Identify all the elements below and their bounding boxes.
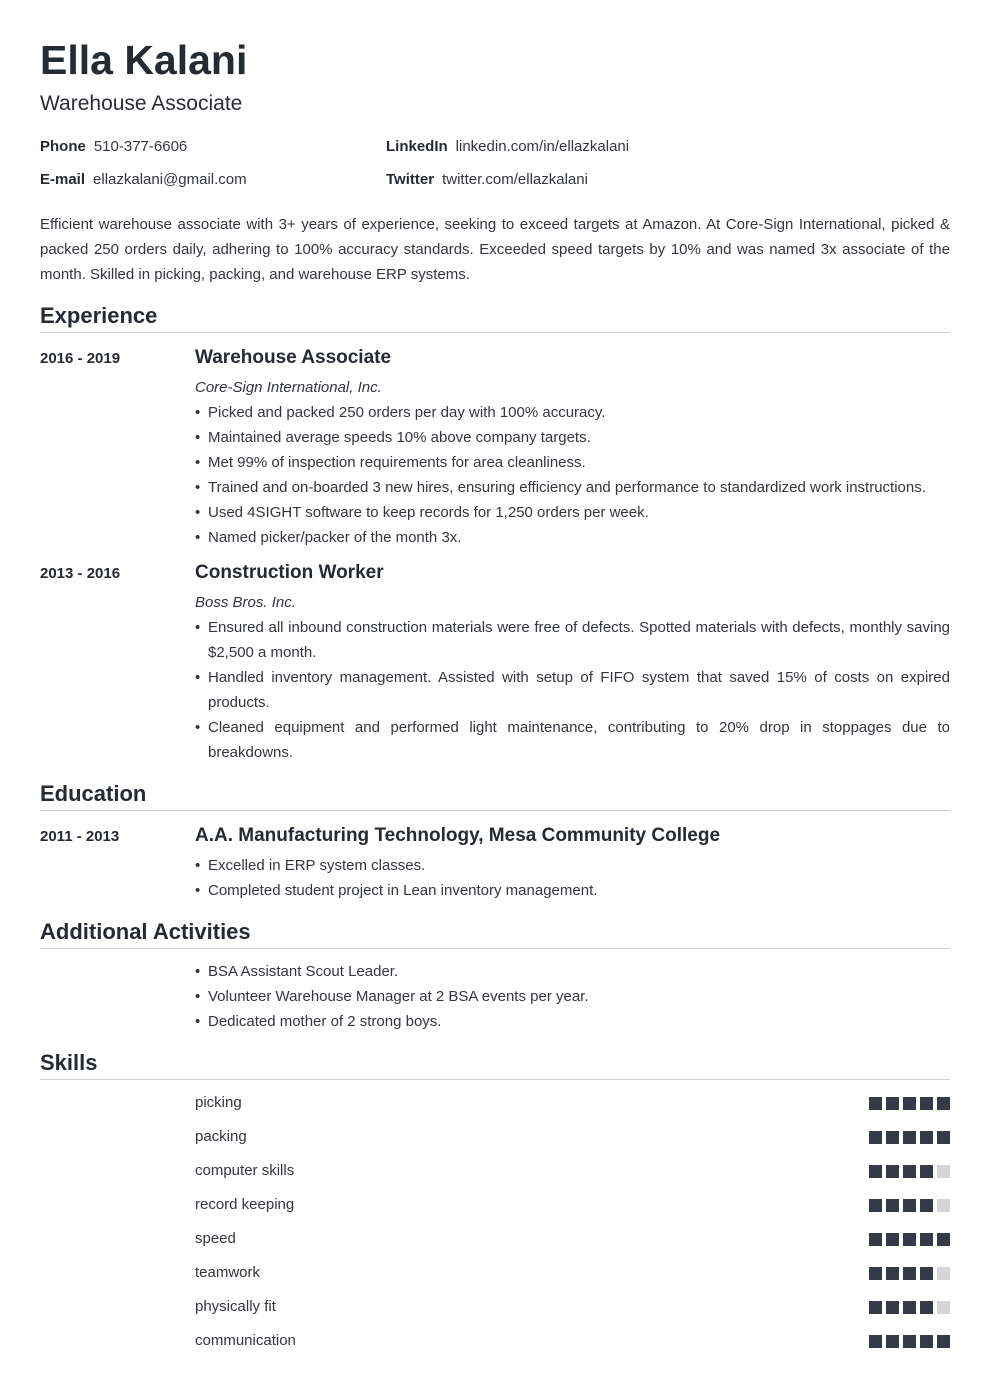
linkedin-value: linkedin.com/in/ellazkalani: [455, 138, 630, 155]
skill-name: record keeping: [195, 1196, 295, 1213]
skill-row: [195, 1263, 950, 1285]
email-label: E-mail: [40, 171, 86, 188]
skill-dot-filled: [937, 1131, 950, 1144]
experience-2-dates: 2013 - 2016: [40, 565, 121, 582]
contact-twitter: [386, 171, 588, 189]
candidate-name: Ella Kalani: [40, 37, 248, 83]
skill-rating: [865, 1233, 950, 1246]
list-item: • Handled inventory management. Assisted with setup of FIFO system that saved 15% of costs on expired products.: [195, 665, 950, 715]
skill-row: [195, 1195, 950, 1217]
skill-dot-filled: [903, 1097, 916, 1110]
skill-dot-filled: [903, 1267, 916, 1280]
contact-linkedin: [386, 138, 629, 156]
skill-name: teamwork: [195, 1264, 261, 1281]
list-item: • Trained and on-boarded 3 new hires, ensuring efficiency and performance to standardized work instructions.: [195, 475, 950, 500]
education-1-dates: 2011 - 2013: [40, 828, 120, 845]
skill-rating: [865, 1335, 950, 1348]
linkedin-label: LinkedIn: [386, 138, 448, 155]
skill-rating: [865, 1165, 950, 1178]
skill-row: [195, 1331, 950, 1353]
skill-dot-filled: [937, 1233, 950, 1246]
skill-dot-filled: [869, 1097, 882, 1110]
skill-dot-filled: [869, 1199, 882, 1212]
contact-email: [40, 171, 247, 189]
skill-dot-filled: [920, 1199, 933, 1212]
list-item: • Met 99% of inspection requirements for area cleanliness.: [195, 450, 950, 475]
experience-1-bullets: [195, 400, 950, 550]
skill-dot-filled: [920, 1267, 933, 1280]
skill-rating: [865, 1097, 950, 1110]
email-value: ellazkalani@gmail.com: [93, 171, 247, 188]
skill-dot-filled: [886, 1335, 899, 1348]
list-item: • Maintained average speeds 10% above company targets.: [195, 425, 950, 450]
skill-dot-filled: [869, 1233, 882, 1246]
skill-row: [195, 1161, 950, 1183]
skill-name: speed: [195, 1230, 236, 1247]
skill-dot-empty: [937, 1267, 950, 1280]
skill-dot-filled: [903, 1165, 916, 1178]
skills-heading: Skills: [40, 1049, 950, 1080]
education-heading: Education: [40, 780, 950, 811]
skill-dot-filled: [869, 1267, 882, 1280]
skill-dot-filled: [886, 1301, 899, 1314]
phone-value: 510-377-6606: [93, 138, 188, 155]
skill-dot-filled: [920, 1301, 933, 1314]
skill-dot-filled: [886, 1199, 899, 1212]
skill-dot-filled: [903, 1335, 916, 1348]
list-item: • Used 4SIGHT software to keep records for 1,250 orders per week.: [195, 500, 950, 525]
list-item: • Excelled in ERP system classes.: [195, 853, 950, 878]
skill-name: computer skills: [195, 1162, 295, 1179]
experience-1-dates: 2016 - 2019: [40, 350, 121, 367]
activities-bullets: [195, 959, 950, 1034]
skill-dot-filled: [886, 1131, 899, 1144]
experience-2-company: Boss Bros. Inc.: [195, 594, 296, 611]
skill-dot-filled: [903, 1233, 916, 1246]
skill-dot-filled: [937, 1097, 950, 1110]
skill-name: communication: [195, 1332, 296, 1349]
skill-dot-filled: [920, 1335, 933, 1348]
skill-rating: [865, 1301, 950, 1314]
skill-name: packing: [195, 1128, 247, 1145]
skill-row: [195, 1127, 950, 1149]
skill-dot-filled: [869, 1131, 882, 1144]
skill-dot-filled: [869, 1335, 882, 1348]
skill-dot-filled: [903, 1199, 916, 1212]
list-item: • BSA Assistant Scout Leader.: [195, 959, 950, 984]
skill-dot-filled: [937, 1335, 950, 1348]
skill-dot-filled: [869, 1301, 882, 1314]
experience-2-bullets: [195, 615, 950, 765]
skill-rating: [865, 1199, 950, 1212]
skill-dot-filled: [920, 1233, 933, 1246]
skill-rating: [865, 1131, 950, 1144]
twitter-label: Twitter: [386, 171, 435, 188]
skill-dot-filled: [886, 1233, 899, 1246]
skill-dot-filled: [920, 1165, 933, 1178]
skill-dot-filled: [903, 1301, 916, 1314]
education-1-title: A.A. Manufacturing Technology, Mesa Community College: [195, 825, 721, 846]
education-1-bullets: [195, 853, 950, 903]
list-item: • Ensured all inbound construction materials were free of defects. Spotted materials with defects, monthly saving $2,500 a month.: [195, 615, 950, 665]
skill-rating: [865, 1267, 950, 1280]
experience-1-title: Warehouse Associate: [195, 347, 392, 368]
skill-dot-filled: [920, 1131, 933, 1144]
candidate-title: Warehouse Associate: [40, 92, 243, 115]
contact-phone: [40, 138, 187, 156]
skill-row: [195, 1297, 950, 1319]
skill-dot-filled: [886, 1267, 899, 1280]
experience-1-company: Core-Sign International, Inc.: [195, 379, 382, 396]
experience-heading: Experience: [40, 302, 950, 333]
skill-dot-empty: [937, 1199, 950, 1212]
skill-dot-empty: [937, 1301, 950, 1314]
list-item: • Named picker/packer of the month 3x.: [195, 525, 950, 550]
skill-row: [195, 1093, 950, 1115]
twitter-value: twitter.com/ellazkalani: [442, 171, 588, 188]
list-item: • Cleaned equipment and performed light maintenance, contributing to 20% drop in stoppages due to breakdowns.: [195, 715, 950, 765]
list-item: • Volunteer Warehouse Manager at 2 BSA events per year.: [195, 984, 950, 1009]
list-item: • Dedicated mother of 2 strong boys.: [195, 1009, 950, 1034]
skill-dot-empty: [937, 1165, 950, 1178]
skill-dot-filled: [869, 1165, 882, 1178]
skill-dot-filled: [920, 1097, 933, 1110]
skill-dot-filled: [886, 1165, 899, 1178]
skill-dot-filled: [903, 1131, 916, 1144]
phone-label: Phone: [40, 138, 86, 155]
list-item: • Completed student project in Lean inventory management.: [195, 878, 950, 903]
experience-2-title: Construction Worker: [195, 562, 384, 583]
skill-row: [195, 1229, 950, 1251]
list-item: • Picked and packed 250 orders per day with 100% accuracy.: [195, 400, 950, 425]
skill-name: picking: [195, 1094, 242, 1111]
skill-dot-filled: [886, 1097, 899, 1110]
summary-paragraph: Efficient warehouse associate with 3+ years of experience, seeking to exceed targets at Amazon. At Core-Sign International, picked & packed 250 orders daily, adhering to 100% accuracy standards. Exceeded speed targets by 10% and was named 3x associate of the month. Skilled in picking, packing, and warehouse ERP systems.: [40, 216, 950, 283]
activities-heading: Additional Activities: [40, 918, 950, 949]
skill-name: physically fit: [195, 1298, 276, 1315]
